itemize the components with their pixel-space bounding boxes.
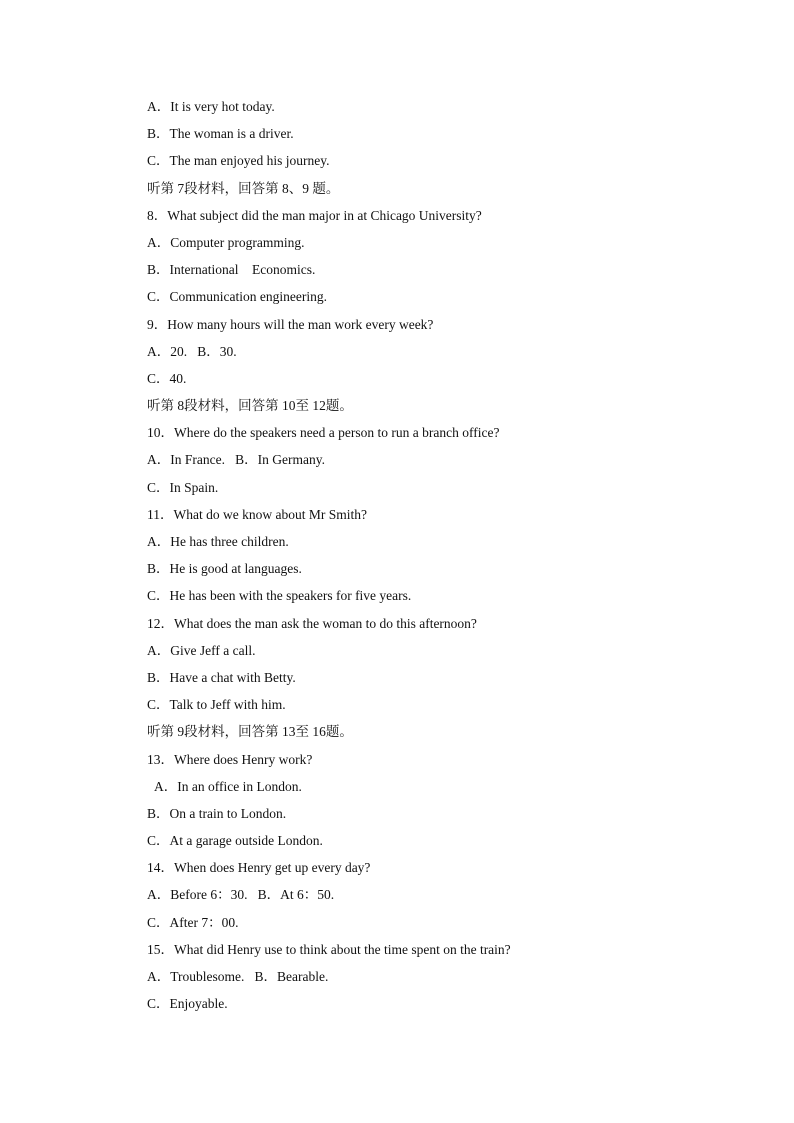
option-line: A．It is very hot today.: [147, 99, 275, 114]
option-line: A．In France. B．In Germany.: [147, 452, 325, 468]
question-line: 11．What do we know about Mr Smith?: [147, 506, 367, 522]
question-line: 13．Where does Henry work?: [147, 751, 313, 767]
section-instruction: 听第 9段材料，回答第 13至 16题。: [147, 724, 353, 740]
question-line: 15．What did Henry use to think about the time spent on the train?: [147, 941, 511, 957]
question-line: 14．When does Henry get up every day?: [147, 860, 371, 876]
option-line: B．International Economics.: [147, 262, 316, 278]
option-line: A．20. B．30.: [147, 343, 237, 359]
option-line: C．After 7：00.: [147, 914, 239, 930]
question-line: 12．What does the man ask the woman to do this afternoon?: [147, 615, 477, 631]
option-line: C．Communication engineering.: [147, 289, 327, 305]
option-line: A．In an office in London.: [154, 778, 302, 794]
option-line: C．40.: [147, 370, 187, 386]
section-instruction: 听第 8段材料，回答第 10至 12题。: [147, 398, 353, 414]
option-line: B．He is good at languages.: [147, 561, 302, 577]
question-list: [147, 93, 707, 1017]
option-line: B．On a train to London.: [147, 805, 287, 821]
question-line: 10．Where do the speakers need a person to run a branch office?: [147, 425, 500, 441]
section-instruction: 听第 7段材料，回答第 8、9 题。: [147, 180, 340, 196]
option-line: C．He has been with the speakers for five years.: [147, 588, 412, 604]
option-line: C．Talk to Jeff with him.: [147, 697, 286, 713]
option-line: C．The man enjoyed his journey.: [147, 153, 330, 169]
option-line: A．Give Jeff a call.: [147, 642, 256, 658]
option-line: B．Have a chat with Betty.: [147, 669, 296, 685]
option-line: A．Before 6：30. B．At 6：50.: [147, 887, 335, 903]
option-line: A．He has three children.: [147, 534, 289, 549]
question-line: 8．What subject did the man major in at Chicago University?: [147, 207, 482, 223]
option-line: C．In Spain.: [147, 479, 219, 495]
question-line: 9．How many hours will the man work every week?: [147, 316, 434, 332]
option-line: A．Troublesome. B．Bearable.: [147, 969, 329, 984]
option-line: A．Computer programming.: [147, 234, 305, 250]
option-line: C．At a garage outside London.: [147, 833, 323, 849]
option-line: B．The woman is a driver.: [147, 126, 294, 142]
option-line: C．Enjoyable.: [147, 996, 228, 1012]
